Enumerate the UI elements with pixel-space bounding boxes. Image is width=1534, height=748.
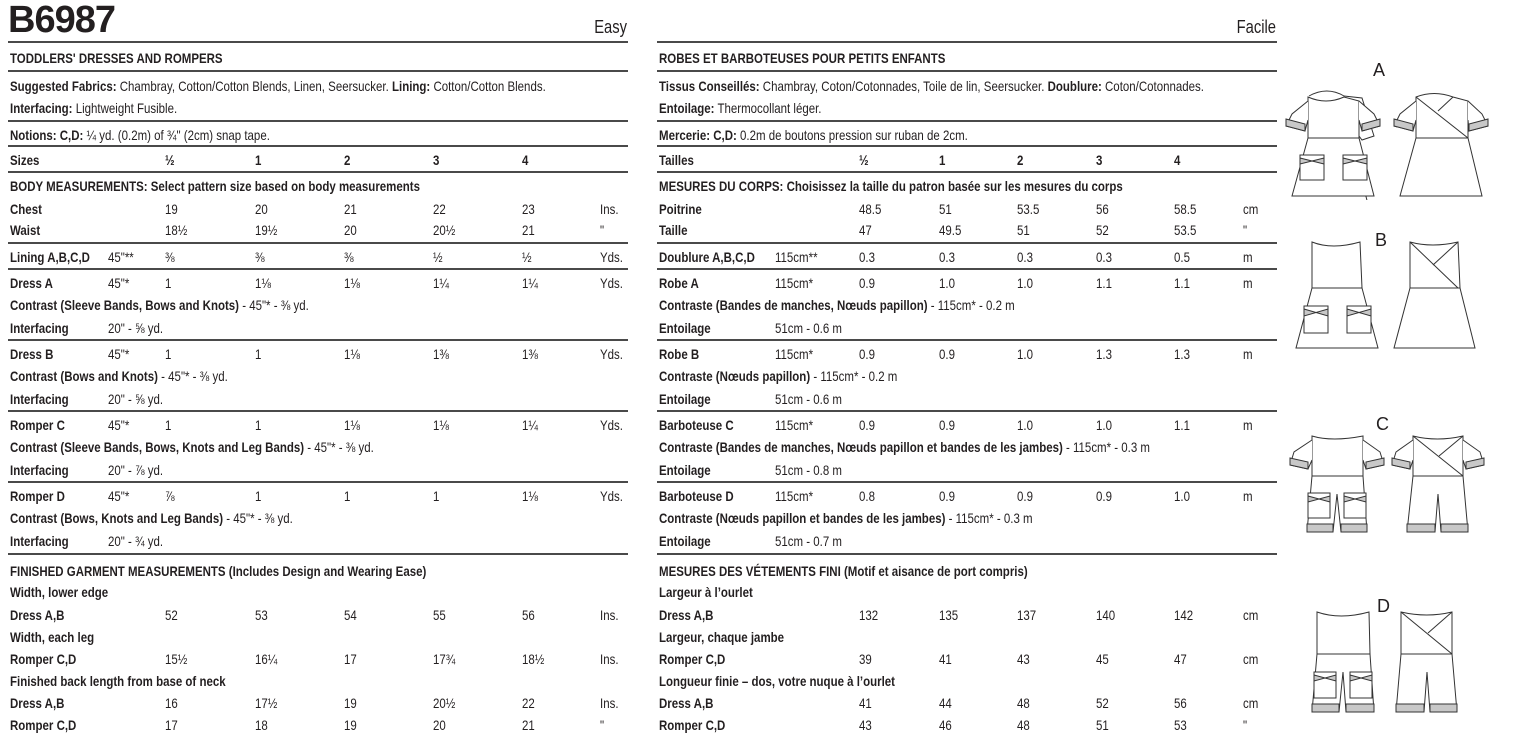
dress-b-sketch bbox=[1282, 230, 1534, 360]
yardage-row-barboteuse-d: Barboteuse D 115cm* 0.8 0.9 0.9 0.9 1.0 m bbox=[659, 488, 1253, 504]
divider bbox=[8, 171, 628, 173]
yardage-row-dress-a: Dress A 45"* 1 1⅛ 1⅛ 1¼ 1¼ Yds. bbox=[10, 275, 623, 291]
divider bbox=[8, 410, 628, 412]
finished-measurements-heading: MESURES DES VÉTEMENTS FINI (Motif et aisance de port compris) bbox=[659, 563, 1028, 579]
english-panel bbox=[8, 0, 628, 748]
divider bbox=[657, 145, 1277, 147]
divider bbox=[8, 242, 628, 244]
measurement-row: Taille 47 49.5 51 52 53.5 " bbox=[659, 222, 1248, 238]
body-measurements-heading: MESURES DU CORPS: Choisissez la taille du patron basée sur les mesures du corps bbox=[659, 178, 1123, 194]
interfacing-row: Entoilage 51cm - 0.7 m bbox=[659, 533, 842, 549]
divider bbox=[657, 70, 1277, 72]
divider bbox=[657, 481, 1277, 483]
divider bbox=[8, 145, 628, 147]
interfacing-row: Interfacing 20" - ⅝ yd. bbox=[10, 391, 164, 407]
measurement-row: Chest 19 20 21 22 23 Ins. bbox=[10, 201, 619, 217]
difficulty-level: Facile bbox=[1236, 17, 1276, 37]
finished-group-label: Width, lower edge bbox=[10, 584, 109, 600]
notions-line: Notions: C,D: ¼ yd. (0.2m) of ¾" (2cm) snap tape. bbox=[10, 127, 270, 143]
contrast-line: Contrast (Sleeve Bands, Bows, Knots and Leg Bands) - 45"* - ⅜ yd. bbox=[10, 439, 374, 455]
lining-row: Doublure A,B,C,D 115cm** 0.3 0.3 0.3 0.3 0.5 m bbox=[659, 249, 1253, 265]
notions-line: Mercerie: C,D: 0.2m de boutons pression sur ruban de 2cm. bbox=[659, 127, 968, 143]
contrast-line: Contrast (Bows, Knots and Leg Bands) - 45"* - ⅜ yd. bbox=[10, 510, 293, 526]
french-panel bbox=[657, 0, 1277, 748]
view-letter: A bbox=[1373, 60, 1386, 80]
yardage-row-barboteuse-c: Barboteuse C 115cm* 0.9 0.9 1.0 1.0 1.1 m bbox=[659, 417, 1253, 433]
divider bbox=[8, 339, 628, 341]
view-letter: D bbox=[1377, 596, 1390, 616]
interfacing-row: Interfacing 20" - ⅞ yd. bbox=[10, 462, 164, 478]
yardage-row-romper-c: Romper C 45"* 1 1 1⅛ 1⅛ 1¼ Yds. bbox=[10, 417, 623, 433]
yardage-row-romper-d: Romper D 45"* ⅞ 1 1 1 1⅛ Yds. bbox=[10, 488, 623, 504]
divider bbox=[657, 268, 1277, 270]
finished-row: Dress A,B 16 17½ 19 20½ 22 Ins. bbox=[10, 695, 619, 711]
interfacing-row: Entoilage 51cm - 0.8 m bbox=[659, 462, 842, 478]
divider bbox=[8, 41, 628, 43]
dress-a-sketch bbox=[1282, 60, 1534, 200]
measurement-row: Poitrine 48.5 51 53.5 56 58.5 cm bbox=[659, 201, 1259, 217]
divider bbox=[8, 481, 628, 483]
finished-group-label: Largeur, chaque jambe bbox=[659, 629, 785, 645]
finished-row: Romper C,D 43 46 48 51 53 " bbox=[659, 717, 1248, 733]
finished-group-label: Largeur à l’ourlet bbox=[659, 584, 753, 600]
divider bbox=[8, 553, 628, 555]
lining-row: Lining A,B,C,D 45"** ⅜ ⅜ ⅜ ½ ½ Yds. bbox=[10, 249, 623, 265]
finished-row: Dress A,B 52 53 54 55 56 Ins. bbox=[10, 607, 619, 623]
sizes-row: Sizes ½ 1 2 3 4 bbox=[10, 152, 529, 168]
divider bbox=[8, 268, 628, 270]
finished-group-label: Finished back length from base of neck bbox=[10, 673, 226, 689]
divider bbox=[657, 120, 1277, 122]
view-a-illustration bbox=[1282, 60, 1534, 200]
finished-row: Romper C,D 15½ 16¼ 17 17¾ 18½ Ins. bbox=[10, 651, 619, 667]
yardage-row-dress-b: Dress B 45"* 1 1 1⅛ 1⅜ 1⅜ Yds. bbox=[10, 346, 623, 362]
interfacing-line: Entoilage: Thermocollant léger. bbox=[659, 100, 822, 116]
divider bbox=[8, 120, 628, 122]
finished-group-label: Width, each leg bbox=[10, 629, 95, 645]
finished-row: Dress A,B 41 44 48 52 56 cm bbox=[659, 695, 1259, 711]
interfacing-row: Entoilage 51cm - 0.6 m bbox=[659, 320, 842, 336]
section-title: TODDLERS' DRESSES AND ROMPERS bbox=[10, 50, 223, 66]
yardage-row-robe-a: Robe A 115cm* 0.9 1.0 1.0 1.1 1.1 m bbox=[659, 275, 1253, 291]
interfacing-row: Interfacing 20" - ⅝ yd. bbox=[10, 320, 164, 336]
section-title: ROBES ET BARBOTEUSES POUR PETITS ENFANTS bbox=[659, 50, 946, 66]
divider bbox=[657, 242, 1277, 244]
divider bbox=[8, 70, 628, 72]
pattern-code: B6987 bbox=[8, 0, 115, 41]
finished-row: Romper C,D 17 18 19 20 21 " bbox=[10, 717, 605, 733]
finished-row: Romper C,D 39 41 43 45 47 cm bbox=[659, 651, 1259, 667]
romper-d-sketch bbox=[1282, 594, 1534, 724]
view-letter: C bbox=[1376, 414, 1389, 434]
view-letter: B bbox=[1375, 230, 1388, 250]
divider bbox=[657, 41, 1277, 43]
divider bbox=[657, 171, 1277, 173]
divider bbox=[657, 410, 1277, 412]
difficulty-level: Easy bbox=[594, 17, 627, 37]
contrast-line: Contrast (Sleeve Bands, Bows and Knots) - 45"* - ⅜ yd. bbox=[10, 297, 309, 313]
divider bbox=[657, 339, 1277, 341]
finished-group-label: Longueur finie – dos, votre nuque à l’ourlet bbox=[659, 673, 896, 689]
interfacing-line: Interfacing: Lightweight Fusible. bbox=[10, 100, 178, 116]
contrast-line: Contraste (Bandes de manches, Nœuds papillon) - 115cm* - 0.2 m bbox=[659, 297, 1015, 313]
romper-c-sketch bbox=[1282, 412, 1534, 542]
view-d-illustration bbox=[1282, 594, 1534, 724]
view-b-illustration bbox=[1282, 230, 1534, 360]
contrast-line: Contraste (Nœuds papillon et bandes de les jambes) - 115cm* - 0.3 m bbox=[659, 510, 1033, 526]
contrast-line: Contrast (Bows and Knots) - 45"* - ⅜ yd. bbox=[10, 368, 228, 384]
view-c-illustration bbox=[1282, 412, 1534, 542]
contrast-line: Contraste (Nœuds papillon) - 115cm* - 0.2 m bbox=[659, 368, 898, 384]
finished-measurements-heading: FINISHED GARMENT MEASUREMENTS (Includes Design and Wearing Ease) bbox=[10, 563, 427, 579]
sizes-row: Tailles ½ 1 2 3 4 bbox=[659, 152, 1181, 168]
body-measurements-heading: BODY MEASUREMENTS: Select pattern size based on body measurements bbox=[10, 178, 420, 194]
yardage-row-robe-b: Robe B 115cm* 0.9 0.9 1.0 1.3 1.3 m bbox=[659, 346, 1253, 362]
measurement-row: Waist 18½ 19½ 20 20½ 21 " bbox=[10, 222, 605, 238]
contrast-line: Contraste (Bandes de manches, Nœuds papillon et bandes de les jambes) - 115cm* - 0.3 m bbox=[659, 439, 1151, 455]
divider bbox=[657, 553, 1277, 555]
fabrics-line: Tissus Conseillés: Chambray, Coton/Cotonnades, Toile de lin, Seersucker. Doublure: Coton/Cotonnades. bbox=[659, 78, 1204, 94]
finished-row: Dress A,B 132 135 137 140 142 cm bbox=[659, 607, 1259, 623]
interfacing-row: Interfacing 20" - ¾ yd. bbox=[10, 533, 164, 549]
fabrics-line: Suggested Fabrics: Chambray, Cotton/Cotton Blends, Linen, Seersucker. Lining: Cotton/Cotton Blends. bbox=[10, 78, 546, 94]
interfacing-row: Entoilage 51cm - 0.6 m bbox=[659, 391, 842, 407]
